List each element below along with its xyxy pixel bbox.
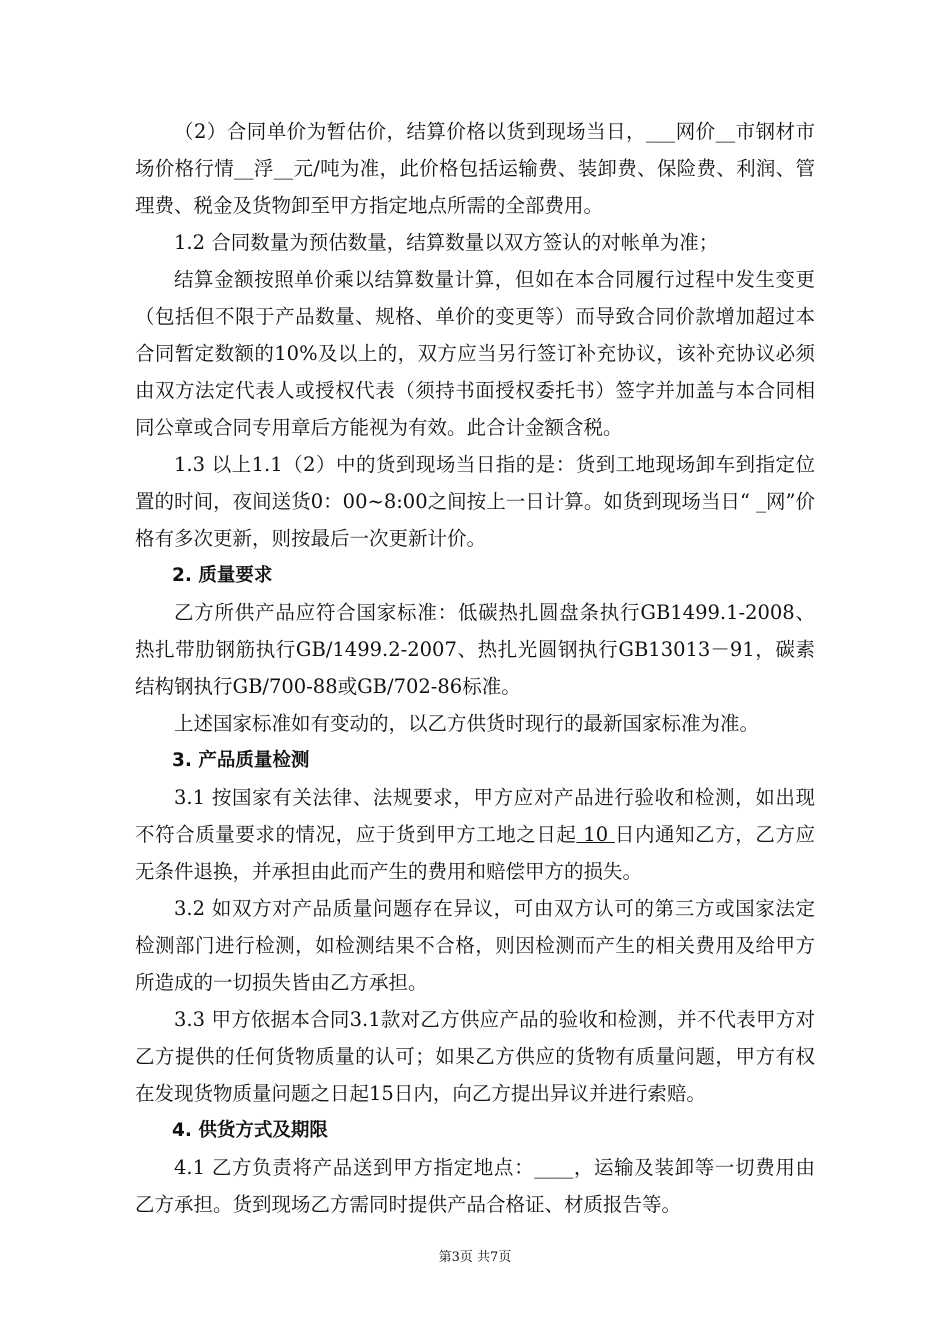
clause-3-2-dispute: 3.2 如双方对产品质量问题存在异议，可由双方认可的第三方或国家法定检测部门进行检测，如检测结果不合格，则因检测而产生的相关费用及给甲方所造成的一切损失皆由乙方承担。 (135, 897, 815, 994)
document-page (135, 113, 815, 1223)
clause-standard-changes: 上述国家标准如有变动的，以乙方供货时现行的最新国家标准为准。 (174, 712, 760, 735)
clause-3-1-inspection (135, 779, 815, 890)
clause-1-3-delivery-day: 1.3 以上1.1（2）中的货到现场当日指的是：货到工地现场卸车到指定位置的时间，夜间送货0：00~8:00之间按上一日计算。如货到现场当日“ _网”价格有多次更新，则按最后一次更新计价。 (135, 453, 815, 550)
clause-3-1-text-a: 3.1 按国家有关法律、法规要求，甲方应对产品进行验收和检测，如出现不符合质量要求的情况，应于货到甲方工地之日起 (135, 786, 815, 846)
clause-national-standards: 乙方所供产品应符合国家标准：低碳热扎圆盘条执行GB1499.1-2008、热扎带肋钢筋执行GB/1499.2-2007、热扎光圆钢执行GB13013－91，碳素结构钢执行GB/700-88或GB/702-86标准。 (135, 601, 815, 698)
clause-4-1-delivery: 4.1 乙方负责将产品送到甲方指定地点：____，运输及装卸等一切费用由乙方承担。货到现场乙方需同时提供产品合格证、材质报告等。 (135, 1156, 815, 1216)
heading-quality-requirements: 2. 质量要求 (172, 565, 273, 586)
notice-days-value: 10 (576, 823, 615, 846)
heading-quality-inspection: 3. 产品质量检测 (172, 750, 310, 771)
clause-3-1-text-b: 日内通知乙方，乙方应无条件退换，并承担由此而产生的费用和赔偿甲方的损失。 (135, 823, 815, 883)
page-number-footer: 第3页 共7页 (438, 1250, 512, 1265)
heading-supply-method: 4. 供货方式及期限 (172, 1120, 328, 1141)
clause-settlement-amount: 结算金额按照单价乘以结算数量计算，但如在本合同履行过程中发生变更（包括但不限于产品数量、规格、单价的变更等）而导致合同价款增加超过本合同暂定数额的10%及以上的，双方应当另行签订补充协议，该补充协议必须由双方法定代表人或授权代表（须持书面授权委托书）签字并加盖与本合同相同公章或合同专用章后方能视为有效。此合计金额含税。 (135, 268, 815, 439)
clause-1-2-quantity: 1.2 合同数量为预估数量，结算数量以双方签认的对帐单为准； (174, 231, 719, 254)
clause-1-1-2-price: （2）合同单价为暂估价，结算价格以货到现场当日，___网价__市钢材市场价格行情__浮__元/吨为准，此价格包括运输费、装卸费、保险费、利润、管理费、税金及货物卸至甲方指定地点所需的全部费用。 (135, 120, 815, 217)
clause-3-3-acceptance: 3.3 甲方依据本合同3.1款对乙方供应产品的验收和检测，并不代表甲方对乙方提供的任何货物质量的认可；如果乙方供应的货物有质量问题，甲方有权在发现货物质量问题之日起15日内，向乙方提出异议并进行索赔。 (135, 1008, 815, 1105)
